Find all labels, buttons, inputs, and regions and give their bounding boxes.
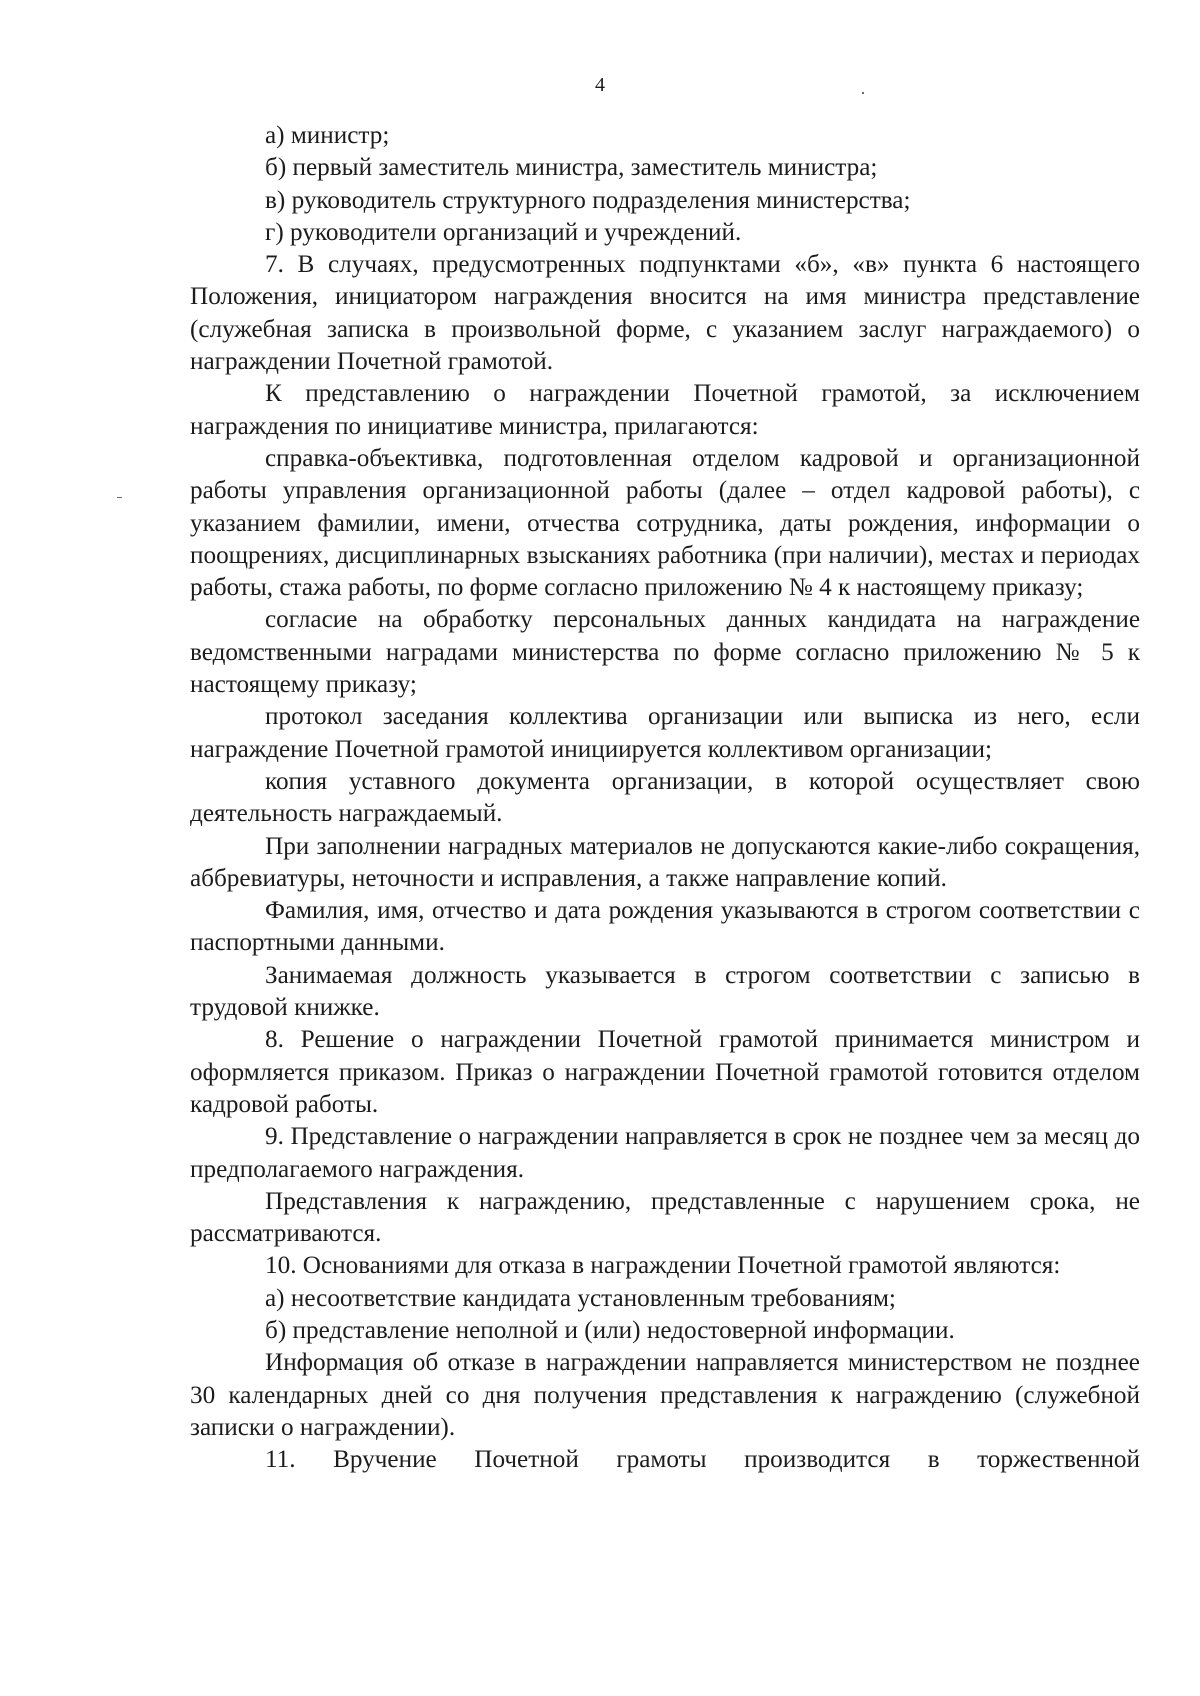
- paragraph-item-v: в) руководитель структурного подразделения министерства;: [265, 186, 911, 214]
- scan-speck: [862, 92, 864, 94]
- paragraph-item-a: а) министр;: [265, 122, 390, 149]
- paragraph-10: 10. Основаниями для отказа в награждении Почетной грамотой являются:: [265, 1252, 1061, 1280]
- document-body: [190, 120, 1140, 1476]
- paragraph-consent: согласие на обработку персональных данных кандидата на награждение ведомственными наградами министерства по форме согласно приложению № 5 к настоящему приказу;: [190, 606, 1140, 699]
- paragraph-refusal-b: б) представление неполной и (или) недостоверной информации.: [265, 1316, 955, 1344]
- paragraph-name-dob: Фамилия, имя, отчество и дата рождения указываются в строгом соответствии с паспортными данными.: [190, 897, 1140, 957]
- paragraph-spravka: справка-объективка, подготовленная отделом кадровой и организационной работы управления организационной работы (далее – отдел кадровой работы), с указанием фамилии, имени, отчества сотрудника, даты рождения, информации о поощрениях, дисциплинарных взысканиях работника (при наличии), местах и периодах работы, стажа работы, по форме согласно приложению № 4 к настоящему приказу;: [190, 444, 1140, 602]
- paragraph-charter-copy: копия уставного документа организации, в которой осуществляет свою деятельность награждаемый.: [190, 767, 1140, 828]
- paragraph-item-b: б) первый заместитель министра, заместитель министра;: [265, 154, 878, 182]
- scan-speck: [117, 497, 122, 498]
- paragraph-attachments-intro: К представлению о награждении Почетной грамотой, за исключением награждения по инициативе министра, прилагаются:: [190, 380, 1140, 440]
- paragraph-late-submissions: Представления к награждению, представленные с нарушением срока, не рассматриваются.: [190, 1187, 1140, 1248]
- paragraph-refusal-info: Информация об отказе в награждении направляется министерством не позднее 30 календарных дней со дня получения представления к награждению (служебной записки о награждении).: [190, 1349, 1140, 1441]
- paragraph-item-g: г) руководители организаций и учреждений.: [265, 218, 742, 246]
- paragraph-11: 11. Вручение Почетной грамоты производится в торжественной: [265, 1446, 1140, 1474]
- paragraph-8: 8. Решение о награждении Почетной грамотой принимается министром и оформляется приказом. Приказ о награждении Почетной грамотой готовится отделом кадровой работы.: [190, 1026, 1140, 1118]
- paragraph-filling-rules: При заполнении наградных материалов не допускаются какие-либо сокращения, аббревиатуры, неточности и исправления, а также направление копий.: [190, 832, 1140, 892]
- paragraph-9: 9. Представление о награждении направляется в срок не позднее чем за месяц до предполагаемого награждения.: [190, 1123, 1140, 1183]
- paragraph-refusal-a: а) несоответствие кандидата установленным требованиям;: [265, 1284, 896, 1312]
- paragraph-7: 7. В случаях, предусмотренных подпунктами «б», «в» пункта 6 настоящего Положения, инициатором награждения вносится на имя министра представление (служебная записка в произвольной форме, с указанием заслуг награждаемого) о награждении Почетной грамотой.: [190, 251, 1140, 376]
- paragraph-protocol: протокол заседания коллектива организации или выписка из него, если награждение Почетной грамотой инициируется коллективом организации;: [190, 703, 1140, 763]
- paragraph-position: Занимаемая должность указывается в строгом соответствии с записью в трудовой книжке.: [190, 961, 1140, 1022]
- page-number: 4: [595, 74, 605, 96]
